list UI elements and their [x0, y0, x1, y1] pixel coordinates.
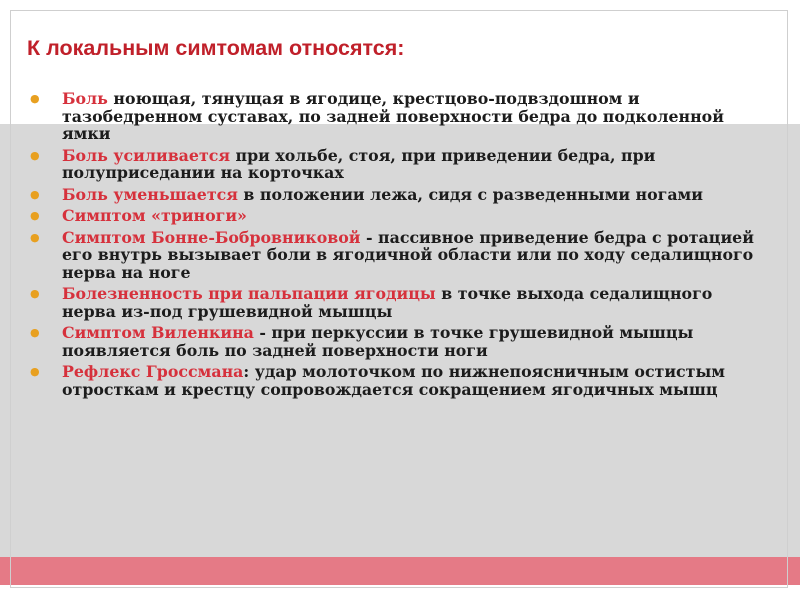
bullet-item	[28, 324, 768, 359]
bullet-dot-icon: ●	[30, 365, 40, 378]
bullet-highlight: Боль уменьшается	[62, 184, 238, 204]
bullet-dot-icon: ●	[30, 187, 40, 201]
bullet-text: - при перкуссии в точке грушевидной мышцы появляется боль по задней поверхности ноги	[62, 323, 694, 360]
bullet-highlight: Симптом «триноги»	[62, 206, 247, 225]
bullet-dot-icon: ●	[30, 326, 40, 339]
bullet-dot-icon: ●	[30, 287, 40, 300]
bullet-item	[28, 90, 768, 143]
bullet-dot-icon: ●	[30, 230, 40, 244]
bullet-highlight: Рефлекс Гроссмана	[62, 362, 244, 381]
bullet-highlight: Симптом Виленкина	[62, 323, 254, 342]
bullet-dot-icon: ●	[30, 148, 40, 162]
bullet-text: - пассивное приведение бедра с ротацией его внутрь вызывает боли в ягодичной области или по ходу седалищного нерва на ноге	[62, 227, 754, 282]
bullet-item	[28, 147, 768, 182]
bullet-text: при хольбе, стоя, при приведении бедра, при полуприседании на корточках	[62, 145, 656, 182]
bullet-item	[28, 186, 768, 204]
bullet-item	[28, 207, 768, 225]
bullet-highlight: Боль	[62, 89, 108, 108]
bullet-dot-icon: ●	[30, 209, 40, 222]
bullet-item	[28, 229, 768, 282]
bullet-text: в положении лежа, сидя с разведенными ногами	[237, 184, 703, 204]
slide-title: К локальным симтомам относятся:	[27, 36, 405, 60]
bullet-highlight: Болезненность при пальпации ягодицы	[62, 284, 436, 303]
bullet-item	[28, 285, 768, 320]
bullet-dot-icon: ●	[30, 92, 40, 105]
bullet-text: ноющая, тянущая в ягодице, крестцово-подвздошном и тазобедренном суставах, по задней поверхности бедра до подколенной ямки	[62, 89, 724, 143]
bullet-list	[28, 90, 768, 402]
bullet-text: в точке выхода седалищного нерва из-под грушевидной мышцы	[62, 284, 713, 321]
bullet-text: : удар молоточком по нижнепоясничным остистым отросткам и крестцу сопровождается сокращением ягодичных мышц	[62, 362, 726, 399]
bullet-item	[28, 363, 768, 398]
bullet-highlight: Боль усиливается	[62, 145, 231, 165]
bullet-highlight: Симптом Бонне-Бобровниковой	[62, 227, 361, 247]
